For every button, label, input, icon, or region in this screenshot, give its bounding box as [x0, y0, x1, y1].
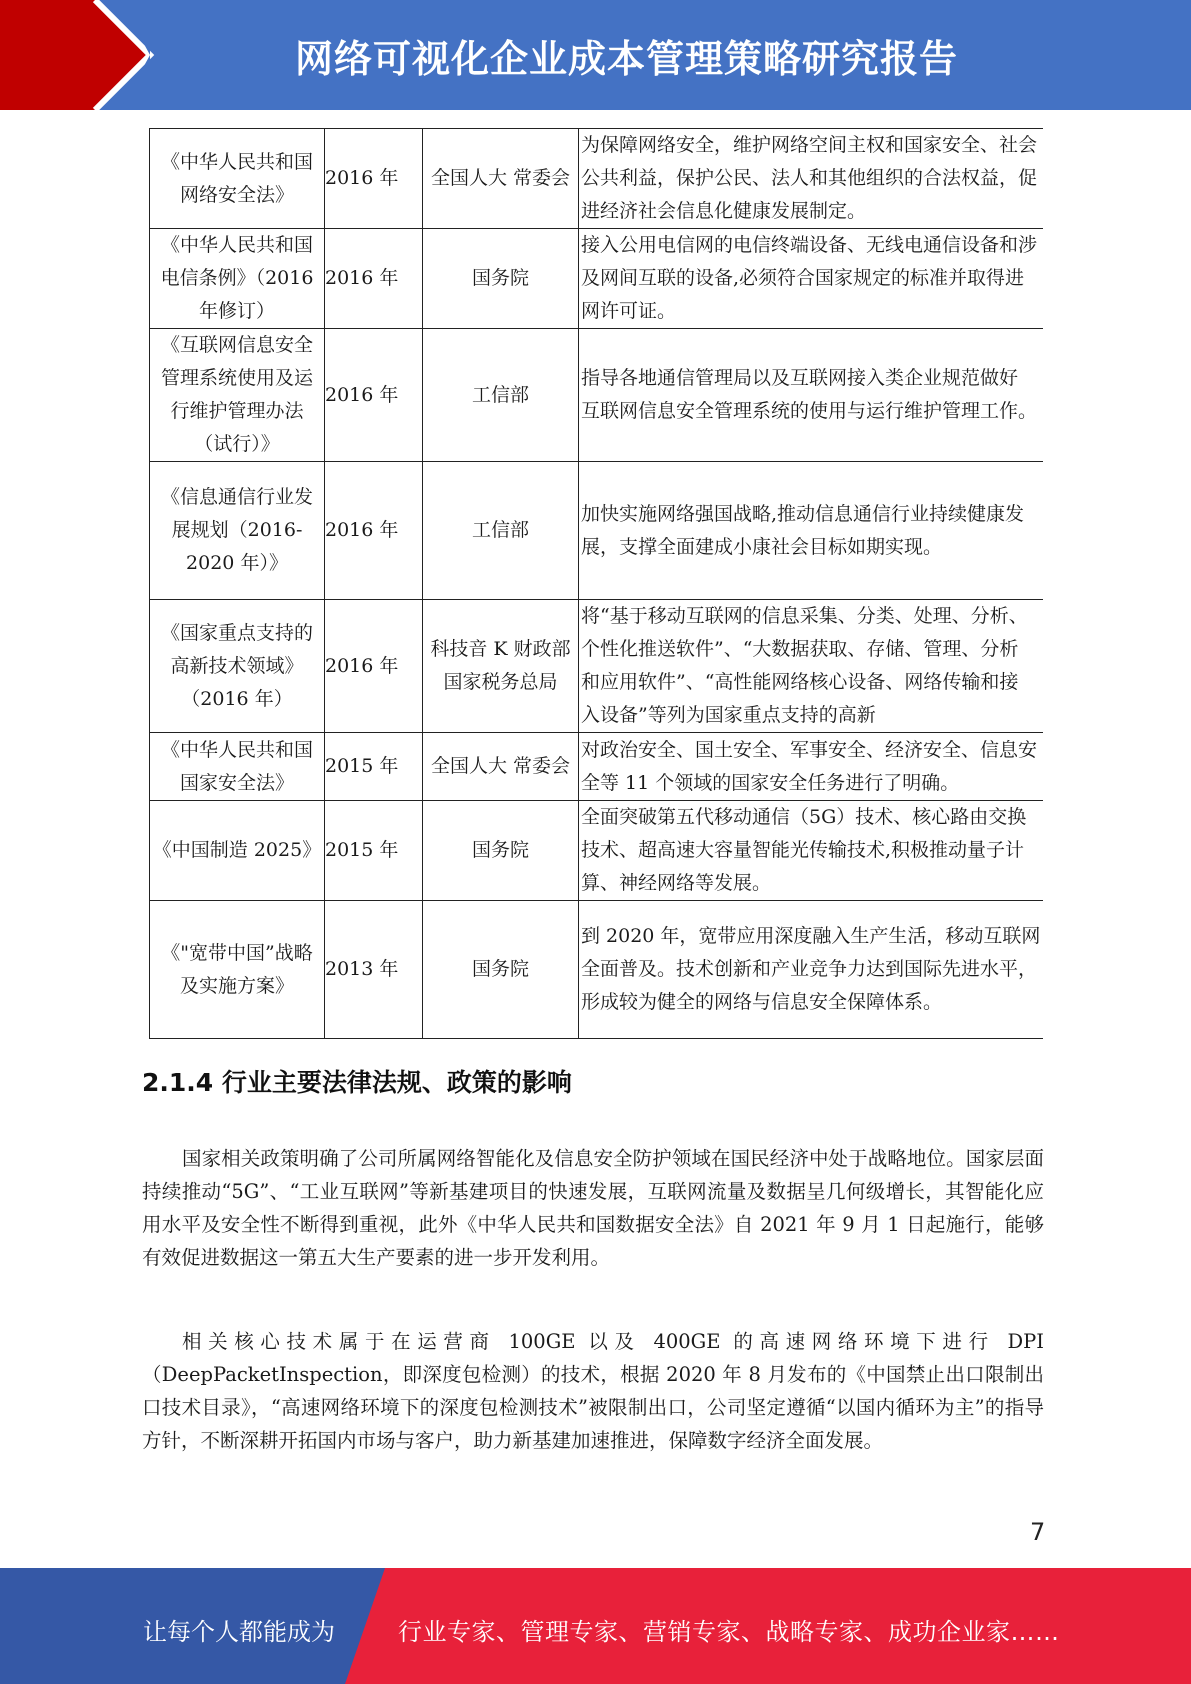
policy-issuer: 国务院 — [423, 801, 579, 901]
policy-description: 将“基于移动互联网的信息采集、分类、处理、分析、 个性化推送软件”、“大数据获取、存储、管理、分析 和应用软件”、“高性能网络核心设备、网络传输和接 入设备”等列为国家重点支持的高新 — [579, 600, 1043, 733]
policy-description: 对政治安全、国土安全、军事安全、经济安全、信息安 全等 11 个领域的国家安全任务进行了明确。 — [579, 733, 1043, 801]
policy-year: 2016 年 — [325, 600, 423, 733]
policy-name: 《中国制造 2025》 — [150, 801, 325, 901]
table-row — [150, 329, 1043, 462]
policy-table — [149, 128, 1043, 1039]
policy-name: 《中华人民共和国网络安全法》 — [150, 129, 325, 229]
policy-name: 《中华人民共和国电信条例》（2016 年修订） — [150, 229, 325, 329]
policy-description: 指导各地通信管理局以及互联网接入类企业规范做好 互联网信息安全管理系统的使用与运行维护管理工作。 — [579, 329, 1043, 462]
policy-year: 2016 年 — [325, 129, 423, 229]
policy-issuer: 国务院 — [423, 229, 579, 329]
table-row — [150, 901, 1043, 1039]
policy-name: 《"宽带中国”战略及实施方案》 — [150, 901, 325, 1039]
policy-description: 到 2020 年，宽带应用深度融入生产生活，移动互联网 全面普及。技术创新和产业竞争力达到国际先进水平， 形成较为健全的网络与信息安全保障体系。 — [579, 901, 1043, 1039]
policy-issuer: 工信部 — [423, 329, 579, 462]
policy-issuer: 全国人大 常委会 — [423, 733, 579, 801]
policy-year: 2015 年 — [325, 733, 423, 801]
table-row — [150, 801, 1043, 901]
policy-issuer: 国务院 — [423, 901, 579, 1039]
report-title: 网络可视化企业成本管理策略研究报告 — [295, 37, 959, 81]
policy-description: 为保障网络安全，维护网络空间主权和国家安全、社会 公共利益，保护公民、法人和其他组织的合法权益，促 进经济社会信息化健康发展制定。 — [579, 129, 1043, 229]
policy-year: 2016 年 — [325, 229, 423, 329]
body-paragraph: 相关核心技术属于在运营商 100GE 以及 400GE 的高速网络环境下进行 DPI（DeepPacketInspection，即深度包检测）的技术，根据 2020 年 8 月发布的《中国禁止出口限制出口技术目录》，“高速网络环境下的深度包检测技术”被限制出口，公司坚定遵循“以国内循环为主”的指导方针，不断深耕开拓国内市场与客户，助力新基建加速推进，保障数字经济全面发展。 — [142, 1330, 1044, 1452]
policy-year: 2016 年 — [325, 462, 423, 600]
policy-name: 《信息通信行业发展规划（2016-2020 年）》 — [150, 462, 325, 600]
table-row — [150, 600, 1043, 733]
page-header — [0, 0, 1191, 110]
footer-slogan-right: 行业专家、管理专家、营销专家、战略专家、成功企业家…… — [398, 1618, 1060, 1646]
policy-description: 加快实施网络强国战略,推动信息通信行业持续健康发 展，支撑全面建成小康社会目标如期实现。 — [579, 462, 1043, 600]
policy-issuer: 科技音 K 财政部国家税务总局 — [423, 600, 579, 733]
page-footer — [0, 1568, 1191, 1684]
policy-description: 接入公用电信网的电信终端设备、无线电通信设备和涉 及网间互联的设备,必须符合国家规定的标准并取得进 网许可证。 — [579, 229, 1043, 329]
body-paragraph: 国家相关政策明确了公司所属网络智能化及信息安全防护领域在国民经济中处于战略地位。国家层面持续推动“5G”、“工业互联网”等新基建项目的快速发展，互联网流量及数据呈几何级增长，其智能化应用水平及安全性不断得到重视，此外《中华人民共和国数据安全法》自 2021 年 9 月 1 日起施行，能够有效促进数据这一第五大生产要素的进一步开发利用。 — [142, 1147, 1044, 1269]
table-row — [150, 129, 1043, 229]
policy-year: 2015 年 — [325, 801, 423, 901]
page-number: 7 — [1030, 1518, 1046, 1546]
policy-name: 《国家重点支持的高新技术领域》（2016 年） — [150, 600, 325, 733]
policy-description: 全面突破第五代移动通信（5G）技术、核心路由交换 技术、超高速大容量智能光传输技术,积极推动量子计 算、神经网络等发展。 — [579, 801, 1043, 901]
policy-year: 2013 年 — [325, 901, 423, 1039]
table-row — [150, 462, 1043, 600]
policy-issuer: 全国人大 常委会 — [423, 129, 579, 229]
table-row — [150, 229, 1043, 329]
table-row — [150, 733, 1043, 801]
policy-year: 2016 年 — [325, 329, 423, 462]
policy-name: 《互联网信息安全管理系统使用及运行维护管理办法（试行）》 — [150, 329, 325, 462]
policy-name: 《中华人民共和国国家安全法》 — [150, 733, 325, 801]
footer-slogan-left: 让每个人都能成为 — [143, 1618, 335, 1646]
section-heading: 2.1.4 行业主要法律法规、政策的影响 — [142, 1068, 572, 1097]
policy-issuer: 工信部 — [423, 462, 579, 600]
